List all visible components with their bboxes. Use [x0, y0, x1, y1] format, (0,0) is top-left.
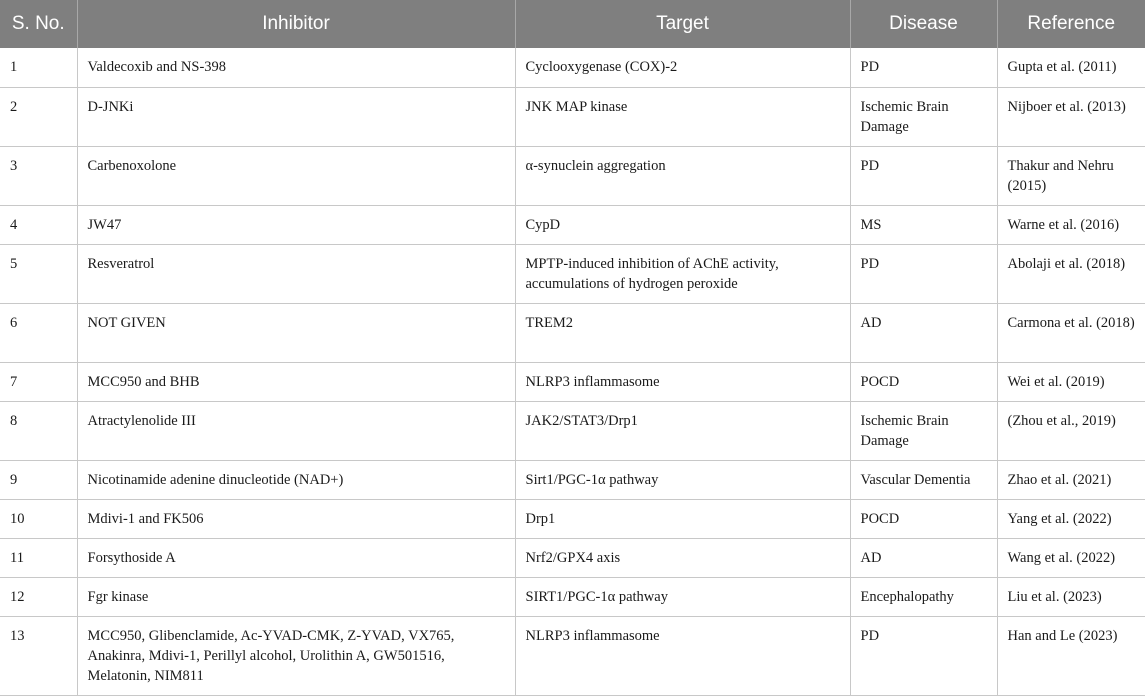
reference-cell: Nijboer et al. (2013) [997, 87, 1145, 146]
target-cell: Sirt1/PGC-1α pathway [515, 460, 850, 499]
disease-cell: AD [850, 538, 997, 577]
target-cell: SIRT1/PGC-1α pathway [515, 577, 850, 616]
header-sno: S. No. [0, 0, 77, 48]
disease-cell: AD [850, 303, 997, 362]
table-row [0, 205, 1145, 244]
reference-cell: Yang et al. (2022) [997, 499, 1145, 538]
inhibitor-cell: Mdivi-1 and FK506 [77, 499, 515, 538]
inhibitor-cell: JW47 [77, 205, 515, 244]
inhibitor-cell: Fgr kinase [77, 577, 515, 616]
target-cell: TREM2 [515, 303, 850, 362]
inhibitor-cell: D-JNKi [77, 87, 515, 146]
table-row [0, 362, 1145, 401]
table-row [0, 87, 1145, 146]
table-row [0, 616, 1145, 695]
sno-cell: 1 [0, 48, 77, 87]
sno-cell: 9 [0, 460, 77, 499]
target-cell: NLRP3 inflammasome [515, 362, 850, 401]
target-cell: MPTP-induced inhibition of AChE activity, accumulations of hydrogen peroxide [515, 244, 850, 303]
inhibitor-cell: Carbenoxolone [77, 146, 515, 205]
target-cell: JAK2/STAT3/Drp1 [515, 401, 850, 460]
table-header [0, 0, 1145, 48]
disease-cell: Ischemic Brain Damage [850, 401, 997, 460]
inhibitor-cell: Forsythoside A [77, 538, 515, 577]
table-row [0, 244, 1145, 303]
target-cell: CypD [515, 205, 850, 244]
sno-cell: 4 [0, 205, 77, 244]
sno-cell: 11 [0, 538, 77, 577]
target-cell: Cyclooxygenase (COX)-2 [515, 48, 850, 87]
header-row [0, 0, 1145, 48]
table-row [0, 48, 1145, 87]
table-body [0, 48, 1145, 695]
reference-cell: Han and Le (2023) [997, 616, 1145, 695]
sno-cell: 6 [0, 303, 77, 362]
inhibitor-cell: MCC950, Glibenclamide, Ac-YVAD-CMK, Z-YVAD, VX765, Anakinra, Mdivi-1, Perillyl alcohol, Urolithin A, GW501516, Melatonin, NIM811 [77, 616, 515, 695]
table-row [0, 577, 1145, 616]
sno-cell: 5 [0, 244, 77, 303]
disease-cell: POCD [850, 362, 997, 401]
reference-cell: Thakur and Nehru (2015) [997, 146, 1145, 205]
reference-cell: Zhao et al. (2021) [997, 460, 1145, 499]
reference-cell: Carmona et al. (2018) [997, 303, 1145, 362]
reference-cell: Warne et al. (2016) [997, 205, 1145, 244]
header-inhibitor: Inhibitor [77, 0, 515, 48]
target-cell: NLRP3 inflammasome [515, 616, 850, 695]
sno-cell: 12 [0, 577, 77, 616]
sno-cell: 7 [0, 362, 77, 401]
table-row [0, 303, 1145, 362]
disease-cell: Encephalopathy [850, 577, 997, 616]
reference-cell: Wang et al. (2022) [997, 538, 1145, 577]
disease-cell: PD [850, 616, 997, 695]
disease-cell: PD [850, 146, 997, 205]
target-cell: Drp1 [515, 499, 850, 538]
disease-cell: MS [850, 205, 997, 244]
table-row [0, 460, 1145, 499]
reference-cell: (Zhou et al., 2019) [997, 401, 1145, 460]
target-cell: JNK MAP kinase [515, 87, 850, 146]
reference-cell: Liu et al. (2023) [997, 577, 1145, 616]
reference-cell: Wei et al. (2019) [997, 362, 1145, 401]
inhibitor-cell: MCC950 and BHB [77, 362, 515, 401]
reference-cell: Abolaji et al. (2018) [997, 244, 1145, 303]
inhibitor-cell: Atractylenolide III [77, 401, 515, 460]
sno-cell: 8 [0, 401, 77, 460]
table-row [0, 146, 1145, 205]
inhibitor-cell: NOT GIVEN [77, 303, 515, 362]
header-disease: Disease [850, 0, 997, 48]
target-cell: Nrf2/GPX4 axis [515, 538, 850, 577]
disease-cell: PD [850, 48, 997, 87]
sno-cell: 2 [0, 87, 77, 146]
sno-cell: 3 [0, 146, 77, 205]
header-target: Target [515, 0, 850, 48]
reference-cell: Gupta et al. (2011) [997, 48, 1145, 87]
inhibitor-cell: Nicotinamide adenine dinucleotide (NAD+) [77, 460, 515, 499]
target-cell: α-synuclein aggregation [515, 146, 850, 205]
disease-cell: POCD [850, 499, 997, 538]
table-row [0, 499, 1145, 538]
disease-cell: Ischemic Brain Damage [850, 87, 997, 146]
disease-cell: Vascular Dementia [850, 460, 997, 499]
disease-cell: PD [850, 244, 997, 303]
sno-cell: 13 [0, 616, 77, 695]
inhibitor-cell: Valdecoxib and NS-398 [77, 48, 515, 87]
header-reference: Reference [997, 0, 1145, 48]
table-row [0, 538, 1145, 577]
inhibitor-cell: Resveratrol [77, 244, 515, 303]
sno-cell: 10 [0, 499, 77, 538]
table-row [0, 401, 1145, 460]
